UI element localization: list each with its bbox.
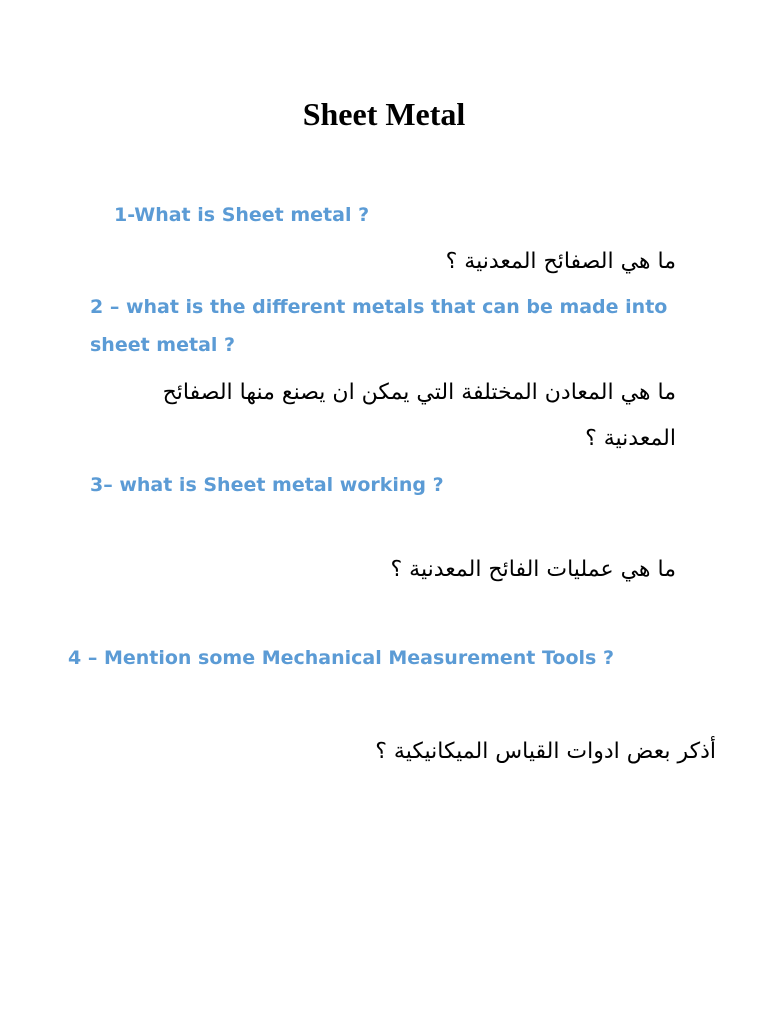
question-2-english: 2 – what is the different metals that can be made into sheet metal ? bbox=[90, 296, 668, 356]
page-title: Sheet Metal bbox=[302, 96, 466, 132]
question-2-arabic: ما هي المعادن المختلفة التي يمكن ان يصنع منها الصفائح المعدنية ؟ bbox=[162, 380, 676, 451]
question-4-arabic: أذكر بعض ادوات القياس الميكانيكية ؟ bbox=[375, 739, 716, 764]
question-3-english: 3– what is Sheet metal working ? bbox=[90, 474, 444, 496]
question-3-arabic: ما هي عمليات الفائح المعدنية ؟ bbox=[390, 557, 676, 582]
question-1-arabic: ما هي الصفائح المعدنية ؟ bbox=[445, 249, 676, 274]
question-1-english: 1-What is Sheet metal ? bbox=[114, 204, 370, 226]
question-4-english: 4 – Mention some Mechanical Measurement Tools ? bbox=[68, 647, 614, 669]
